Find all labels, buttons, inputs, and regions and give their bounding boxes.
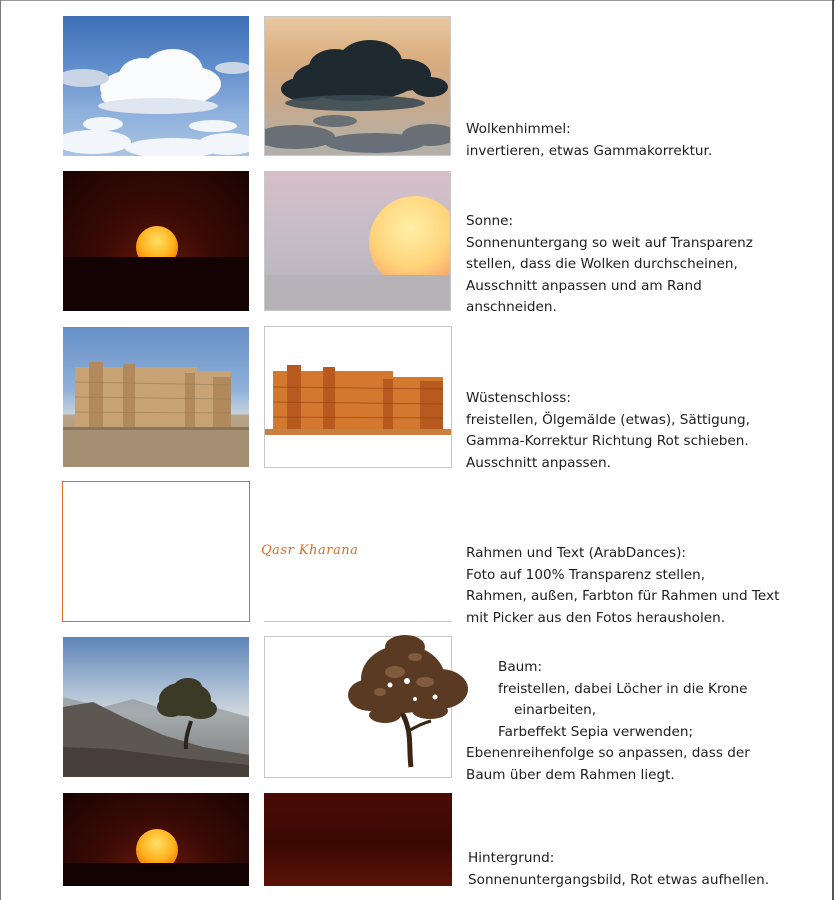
caption-clouds (466, 119, 712, 162)
frame-title-text: Qasr Kharana (261, 543, 359, 558)
caption-background (468, 848, 769, 891)
caption-castle-title: Wüstenschloss: (466, 390, 571, 406)
red-background-fill (264, 793, 452, 886)
caption-sun-title: Sonne: (466, 213, 514, 229)
caption-castle (466, 388, 750, 474)
caption-tree-line: Baum über dem Rahmen liegt. (466, 766, 675, 783)
cutout-castle-photo (264, 326, 452, 468)
caption-background-line: Sonnenuntergangsbild, Rot etwas aufhellen. (468, 871, 770, 888)
caption-frame-line: mit Picker aus den Fotos herausholen. (466, 609, 726, 626)
caption-castle-line: Gamma-Korrektur Richtung Rot schieben. (466, 433, 749, 449)
sunset-background-photo (63, 793, 249, 886)
page-top-border (0, 0, 835, 1)
page-right-border (832, 0, 834, 900)
caption-frame-title: Rahmen und Text (ArabDances): (466, 545, 686, 561)
caption-sun (466, 211, 753, 319)
caption-sun-line: Ausschnitt anpassen und am Rand (466, 277, 702, 294)
transparent-sun-photo (264, 171, 451, 311)
caption-tree-line: einarbeiten, (514, 702, 597, 718)
cloud-sky-photo (63, 16, 249, 156)
inverted-cloud-photo (264, 16, 451, 156)
caption-frame-line: Rahmen, außen, Farbton für Rahmen und Text (466, 588, 780, 604)
sepia-tree-cutout (264, 636, 452, 778)
page-left-border (0, 0, 1, 900)
transparent-photo-frame (62, 481, 250, 622)
sunset-photo (63, 171, 249, 311)
caption-tree-line: freistellen, dabei Löcher in die Krone (498, 680, 748, 697)
caption-tree-line: Ebenenreihenfolge so anpassen, dass der (466, 745, 750, 761)
caption-tree-title: Baum: (498, 659, 543, 675)
tree-landscape-photo (63, 637, 249, 777)
caption-clouds-title: Wolkenhimmel: (466, 121, 571, 137)
caption-background-title: Hintergrund: (468, 850, 555, 866)
caption-sun-line: stellen, dass die Wolken durchscheinen, (466, 256, 738, 272)
caption-frame (466, 543, 779, 629)
caption-castle-line: Ausschnitt anpassen. (466, 454, 611, 471)
caption-clouds-line: invertieren, etwas Gammakorrektur. (466, 142, 713, 159)
caption-frame-line: Foto auf 100% Transparenz stellen, (466, 566, 706, 583)
caption-sun-line: anschneiden. (466, 299, 557, 315)
caption-castle-line: freistellen, Ölgemälde (etwas), Sättigung, (466, 411, 750, 428)
caption-tree (466, 657, 750, 786)
caption-tree-line: Farbeffekt Sepia verwenden; (498, 723, 694, 740)
desert-castle-photo (63, 327, 249, 467)
caption-sun-line: Sonnenuntergang so weit auf Transparenz (466, 234, 753, 251)
frame-divider-line (264, 621, 452, 622)
